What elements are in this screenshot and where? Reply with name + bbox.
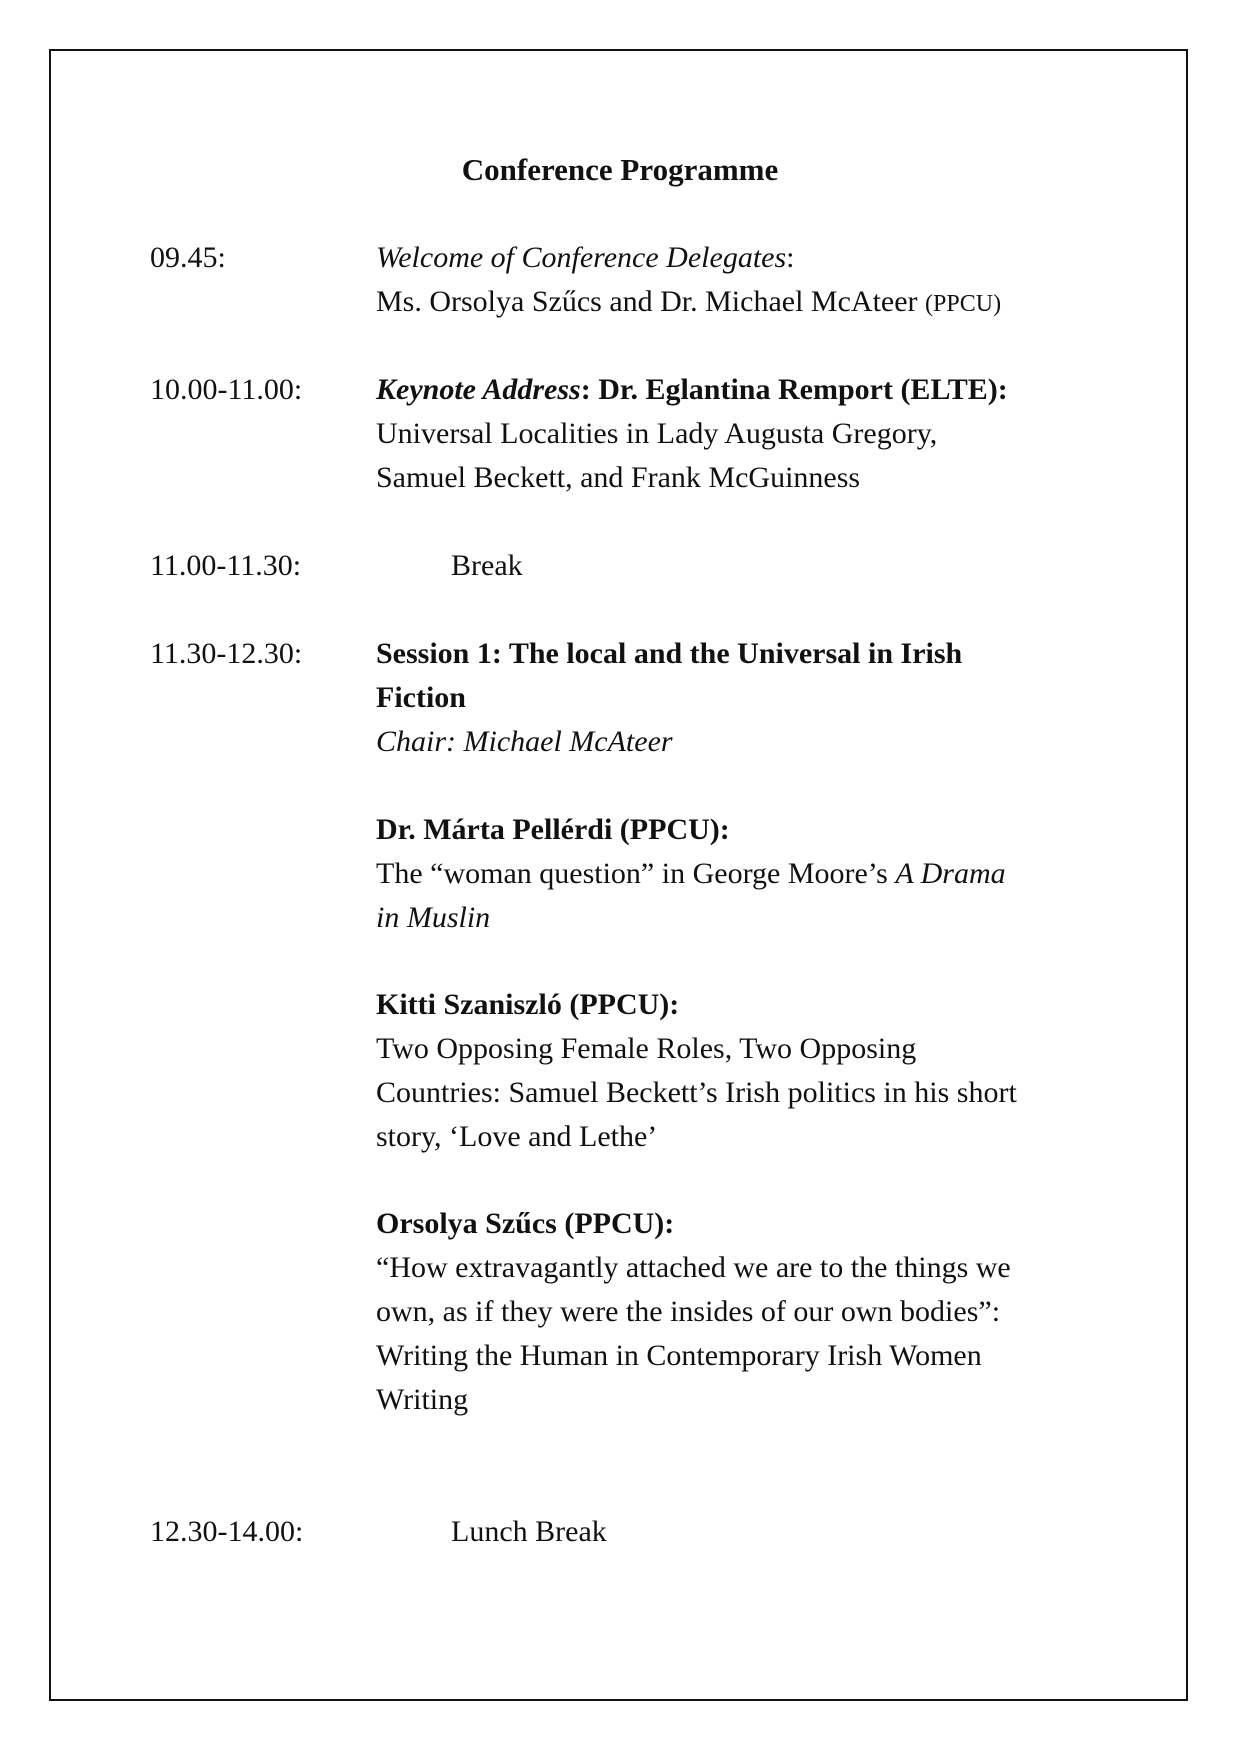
paper-speaker: Orsolya Szűcs (PPCU):: [376, 1207, 675, 1240]
welcome-speakers: [376, 280, 1106, 326]
time-slot-keynote: 10.00-11.00:: [150, 373, 303, 406]
break-label: Break: [451, 549, 523, 582]
welcome-heading: [376, 236, 1106, 280]
paper-title-line: Countries: Samuel Beckett’s Irish politics in his short: [376, 1076, 1017, 1109]
keynote-title-line: Universal Localities in Lady Augusta Gregory,: [376, 417, 938, 450]
welcome-block: [376, 236, 1106, 326]
paper-title-line: “How extravagantly attached we are to the things we: [376, 1251, 1011, 1284]
paper-szaniszlo: [376, 983, 1106, 1159]
time-slot-session-1: 11.30-12.30:: [150, 637, 303, 670]
paper-title-line: Writing: [376, 1383, 469, 1416]
welcome-affiliation: (PPCU): [925, 291, 1002, 317]
paper-title-line: Two Opposing Female Roles, Two Opposing: [376, 1032, 917, 1065]
time-slot-break: 11.00-11.30:: [150, 549, 302, 582]
keynote-speaker: Dr. Eglantina Remport (ELTE):: [590, 373, 1008, 406]
keynote-label: Keynote Address: [376, 373, 581, 406]
session-title-line: Session 1: The local and the Universal in Irish: [376, 637, 963, 670]
page-title: Conference Programme: [461, 152, 779, 187]
paper-title-text: The “woman question” in George Moore’s: [376, 857, 896, 890]
session-title-line: Fiction: [376, 681, 466, 714]
paper-title-line: [376, 852, 1106, 896]
keynote-heading: [376, 368, 1106, 412]
time-slot-lunch: 12.30-14.00:: [150, 1515, 304, 1548]
lunch-break-label: Lunch Break: [451, 1515, 607, 1548]
keynote-colon: :: [580, 373, 591, 406]
session-chair: Chair: Michael McAteer: [376, 725, 673, 758]
welcome-speaker-names: Ms. Orsolya Szűcs and Dr. Michael McAteer: [376, 285, 918, 318]
keynote-block: [376, 368, 1106, 500]
paper-pellerdi: [376, 808, 1106, 940]
paper-title-italic: A Drama: [895, 857, 1006, 890]
session-1-block: [376, 632, 1106, 764]
paper-speaker: Kitti Szaniszló (PPCU):: [376, 988, 680, 1021]
paper-speaker: Dr. Márta Pellérdi (PPCU):: [376, 813, 730, 846]
paper-title-line: story, ‘Love and Lethe’: [376, 1120, 658, 1153]
welcome-heading-text: Welcome of Conference Delegates: [376, 241, 787, 274]
paper-title-line: own, as if they were the insides of our own bodies”:: [376, 1295, 1001, 1328]
paper-title-italic-line: in Muslin: [376, 901, 491, 934]
time-slot-welcome: 09.45:: [150, 241, 226, 274]
keynote-title-line: Samuel Beckett, and Frank McGuinness: [376, 461, 861, 494]
paper-szucs: [376, 1202, 1106, 1422]
welcome-heading-colon: :: [786, 241, 795, 274]
paper-title-line: Writing the Human in Contemporary Irish Women: [376, 1339, 982, 1372]
